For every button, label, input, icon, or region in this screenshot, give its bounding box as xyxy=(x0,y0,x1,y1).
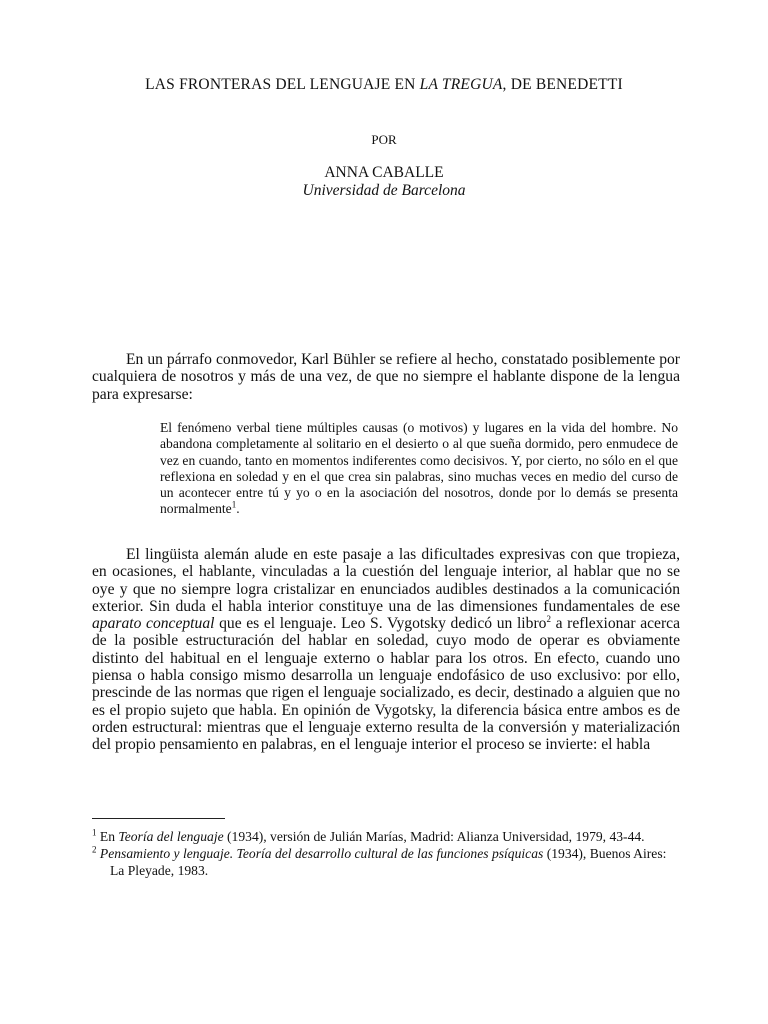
paragraph-main xyxy=(92,546,680,754)
paragraph-1-text: En un párrafo conmovedor, Karl Bühler se refiere al hecho, constatado posiblemente por cualquiera de nosotros y más de una vez, de que no siempre el hablante dispone de la lengua para expresarse: xyxy=(92,351,680,403)
author-name: ANNA CABALLE xyxy=(324,164,444,181)
footnote-1-pre: En xyxy=(96,829,119,844)
footnote-2-post: (1934), Buenos Aires: La Pleyade, 1983. xyxy=(110,846,667,878)
footnote-1-italic: Teoría del lenguaje xyxy=(118,829,224,844)
paragraph-intro xyxy=(92,351,680,403)
footnote-1 xyxy=(92,829,684,845)
by-label: POR xyxy=(371,132,397,147)
title-suffix: , DE BENEDETTI xyxy=(502,76,623,93)
footnote-1-number: 1 xyxy=(92,827,97,838)
article-title xyxy=(0,76,768,94)
paragraph-2-text xyxy=(92,546,680,754)
title-prefix: LAS FRONTERAS DEL LENGUAJE EN xyxy=(145,76,420,93)
footnote-divider xyxy=(92,818,225,819)
footnote-2-italic: Pensamiento y lenguaje. Teoría del desarrollo cultural de las funciones psíquicas xyxy=(99,846,544,862)
footnote-2-number: 2 xyxy=(92,844,97,855)
paragraph-2-part-1: El lingüista alemán alude en este pasaje a las dificultades expresivas con que tropieza, en ocasiones, el hablante, vinculadas a la cuestión del lenguaje interior, al hablar que no se oye y que no siempre logra cristalizar en enunciados audibles destinados a la comunicación exterior. Sin duda el habla interior constituye una de las dimensiones fundamentales de ese xyxy=(92,546,680,615)
footnote-1-post: (1934), versión de Julián Marías, Madrid: Alianza Universidad, 1979, 43-44. xyxy=(223,829,645,844)
paragraph-2-part-3: a reflexionar acerca de la posible estructuración del hablar en soledad, cuyo modo de operar es obviamente distinto del habitual en el lenguaje externo o hablar para los otros. En efecto, cuando uno piensa o habla consigo mismo desarrolla un lenguaje endofásico de uso exclusivo: por ello, prescinde de las normas que rigen el lenguaje socializado, es decir, destinado a alguien que no es el propio sujeto que habla. En opinión de Vygotsky, la diferencia básica entre ambos es de orden estructural: mientras que el lenguaje externo resulta de la conversión y materialización del propio pensamiento en palabras, en el lenguaje interior el proceso se invierte: el habla xyxy=(92,615,680,754)
footnote-2 xyxy=(92,846,684,879)
footnotes xyxy=(92,829,684,880)
paragraph-2-italic: aparato conceptual xyxy=(92,615,215,633)
paragraph-2-part-2: que es el lenguaje. Leo S. Vygotsky dedicó un libro xyxy=(214,615,547,633)
block-quote: El fenómeno verbal tiene múltiples causas (o motivos) y lugares en la vida del hombre. No abandona completamente al solitario en el desierto o al que sueña dormido, pero enmudece de vez en cuando, tanto en momentos indiferentes como decisivos. Y, por cierto, no sólo en el que reflexiona en soledad y en el que crea sin palabras, sino muchas veces en medio del curso de un acontecer entre tú y yo o en la asociación del nosotros, donde por lo demás se presenta normalmente$^1$. xyxy=(160,420,678,517)
quote-text: El fenómeno verbal tiene múltiples causas (o motivos) y lugares en la vida del hombre. No abandona completamente al solitario en el desierto o al que sueña dormido, pero enmudece de vez en cuando, tanto en momentos indiferentes como decisivos. Y, por cierto, no sólo en el que reflexiona en soledad y en el que crea sin palabras, sino muchas veces en medio del curso de un acontecer entre tú y yo o en la asociación del nosotros, donde por lo demás se presenta normalmente xyxy=(160,420,678,517)
author-affiliation: Universidad de Barcelona xyxy=(302,182,466,199)
paragraph-2-footnote-ref: 2 xyxy=(546,614,551,624)
quote-footnote-ref: 1 xyxy=(231,499,237,510)
title-italic-work: LA TREGUA xyxy=(419,76,503,93)
